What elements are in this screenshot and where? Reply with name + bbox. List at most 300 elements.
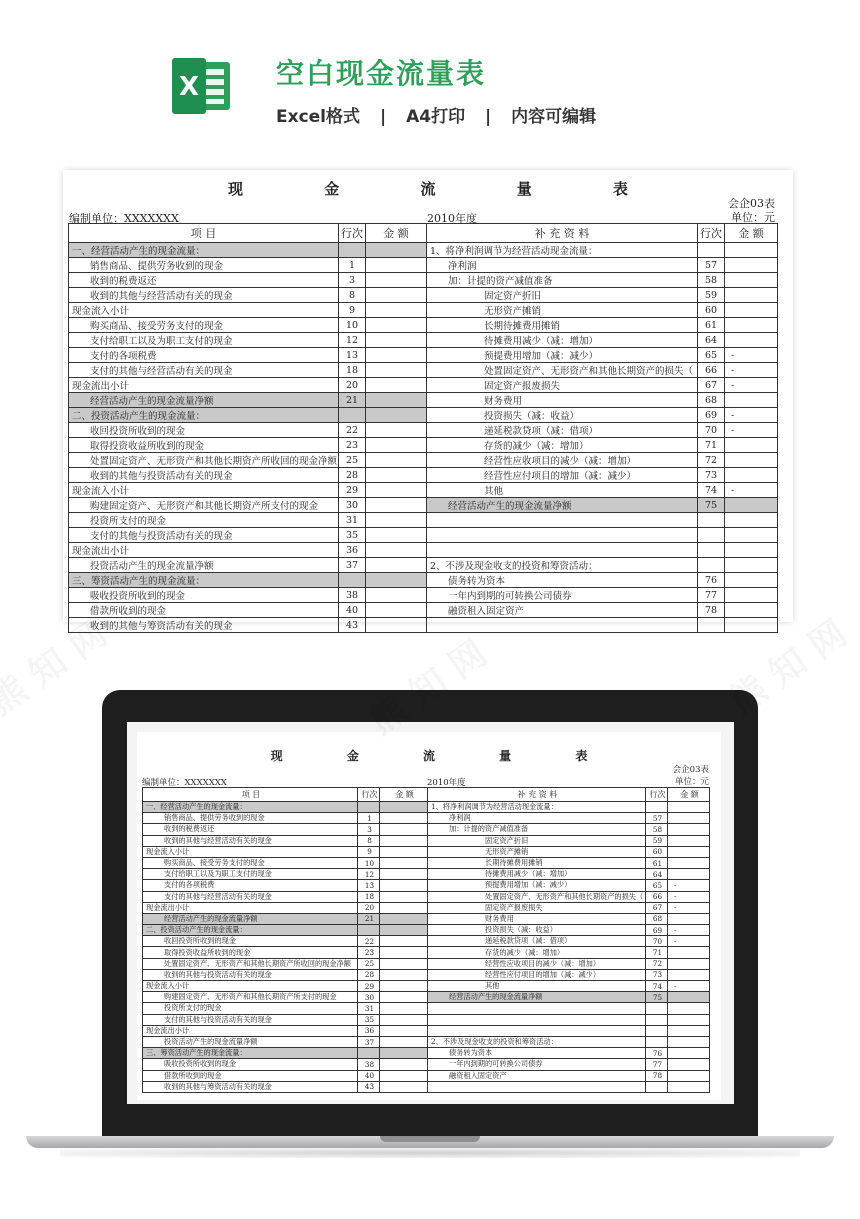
amount-cell: - (668, 925, 710, 936)
item-cell: 投资所支付的现金 (69, 513, 339, 528)
table-row (143, 1059, 710, 1070)
line-number-cell: 40 (339, 603, 366, 618)
cash-flow-table (142, 787, 710, 1093)
item-cell: 一、经营活动产生的现金流量： (69, 243, 339, 258)
item-cell: 经营活动产生的现金流量净额 (69, 393, 339, 408)
amount-cell (668, 1036, 710, 1047)
line-number-cell (358, 802, 380, 813)
line-number-cell: 28 (339, 468, 366, 483)
amount-cell (380, 925, 428, 936)
line-number-cell: 68 (698, 393, 725, 408)
line-number-cell (339, 243, 366, 258)
supplement-item-cell: 固定资产折旧 (427, 288, 698, 303)
item-cell: 投资活动产生的现金流量净额 (69, 558, 339, 573)
supplement-item-cell: 一年内到期的可转换公司债券 (428, 1059, 646, 1070)
line-number-cell: 36 (358, 1025, 380, 1036)
amount-cell (380, 891, 428, 902)
supplement-item-cell (428, 1025, 646, 1036)
line-number-cell: 57 (698, 258, 725, 273)
supplement-item-cell: 2、不涉及现金收支的投资和筹资活动： (428, 1036, 646, 1047)
unit-label: 单位：元 (674, 777, 709, 787)
amount-cell: - (668, 880, 710, 891)
line-number-cell (698, 558, 725, 573)
supplement-item-cell: 经营性应付项目的增加（减：减少） (428, 969, 646, 980)
amount-cell (366, 558, 427, 573)
amount-cell (725, 318, 778, 333)
supplement-item-cell: 经营性应收项目的减少（减：增加） (428, 958, 646, 969)
amount-cell (380, 936, 428, 947)
table-row (143, 891, 710, 902)
amount-cell (366, 498, 427, 513)
item-cell: 购买商品、接受劳务支付的现金 (143, 857, 358, 868)
supplement-item-cell: 固定资产报废损失 (427, 378, 698, 393)
form-number: 会企03表 (728, 197, 775, 210)
supplement-item-cell: 债务转为资本 (428, 1048, 646, 1059)
supplement-item-cell: 递延税款贷项（减：借项） (427, 423, 698, 438)
amount-cell (668, 1014, 710, 1025)
line-number-cell: 31 (339, 513, 366, 528)
supplement-item-cell: 长期待摊费用摊销 (427, 318, 698, 333)
item-cell: 收到的其他与经营活动有关的现金 (69, 288, 339, 303)
line-number-cell: 76 (698, 573, 725, 588)
amount-cell (725, 303, 778, 318)
amount-cell (366, 288, 427, 303)
line-number-cell: 1 (339, 258, 366, 273)
table-row (143, 925, 710, 936)
amount-cell (366, 468, 427, 483)
supplement-item-cell: 无形资产摊销 (427, 303, 698, 318)
item-cell: 借款所收到的现金 (69, 603, 339, 618)
supplement-item-cell (427, 543, 698, 558)
line-number-cell: 72 (646, 958, 668, 969)
amount-cell (725, 453, 778, 468)
supplement-item-cell: 存货的减少（减：增加） (428, 947, 646, 958)
line-number-cell: 13 (339, 348, 366, 363)
line-number-cell: 37 (358, 1036, 380, 1047)
item-cell: 现金流出小计 (143, 902, 358, 913)
table-row (69, 543, 778, 558)
column-header-amount: 金 额 (668, 788, 710, 802)
amount-cell (668, 857, 710, 868)
line-number-cell: 35 (339, 528, 366, 543)
line-number-cell: 8 (358, 835, 380, 846)
item-cell: 投资活动产生的现金流量净额 (143, 1036, 358, 1047)
amount-cell (668, 835, 710, 846)
line-number-cell (698, 243, 725, 258)
laptop-notch (380, 1136, 480, 1142)
line-number-cell: 60 (698, 303, 725, 318)
svg-text:X: X (178, 72, 200, 102)
amount-cell (725, 288, 778, 303)
table-row (69, 573, 778, 588)
item-cell: 吸收投资所收到的现金 (143, 1059, 358, 1070)
column-header-line: 行次 (358, 788, 380, 802)
item-cell: 销售商品、提供劳务收到的现金 (143, 813, 358, 824)
amount-cell (366, 348, 427, 363)
item-cell: 三、筹资活动产生的现金流量： (143, 1048, 358, 1059)
item-cell: 现金流出小计 (143, 1025, 358, 1036)
amount-cell (366, 543, 427, 558)
line-number-cell: 25 (339, 453, 366, 468)
amount-cell (366, 393, 427, 408)
line-number-cell: 65 (646, 880, 668, 891)
column-header-amount: 金 额 (725, 224, 778, 243)
line-number-cell: 77 (698, 588, 725, 603)
amount-cell (668, 1070, 710, 1081)
table-row (69, 363, 778, 378)
amount-cell (668, 947, 710, 958)
line-number-cell: 1 (358, 813, 380, 824)
amount-cell (380, 1070, 428, 1081)
amount-cell (380, 869, 428, 880)
item-cell: 收到的税费返还 (143, 824, 358, 835)
amount-cell (668, 824, 710, 835)
amount-cell: - (725, 483, 778, 498)
line-number-cell: 12 (339, 333, 366, 348)
line-number-cell: 77 (646, 1059, 668, 1070)
line-number-cell: 9 (358, 846, 380, 857)
item-cell: 二、投资活动产生的现金流量： (69, 408, 339, 423)
line-number-cell: 20 (358, 902, 380, 913)
line-number-cell: 70 (698, 423, 725, 438)
item-cell: 吸收投资所收到的现金 (69, 588, 339, 603)
table-row (143, 947, 710, 958)
form-number: 会企03表 (672, 765, 709, 775)
line-number-cell: 73 (646, 969, 668, 980)
item-cell: 投资所支付的现金 (143, 1003, 358, 1014)
amount-cell (366, 513, 427, 528)
item-cell: 支付的其他与投资活动有关的现金 (69, 528, 339, 543)
laptop-screen (127, 722, 734, 1104)
supplement-item-cell: 预提费用增加（减：减少） (428, 880, 646, 891)
item-cell: 现金流出小计 (69, 543, 339, 558)
amount-cell (380, 802, 428, 813)
amount-cell (725, 258, 778, 273)
column-header-supplement: 补 充 资 料 (427, 224, 698, 243)
amount-cell (668, 1003, 710, 1014)
column-header-item: 项 目 (69, 224, 339, 243)
table-row (69, 318, 778, 333)
supplement-item-cell (428, 1081, 646, 1092)
amount-cell (725, 543, 778, 558)
amount-cell (380, 880, 428, 891)
item-cell: 取得投资收益所收到的现金 (69, 438, 339, 453)
item-cell: 支付的各项税费 (69, 348, 339, 363)
amount-cell (380, 824, 428, 835)
amount-cell (668, 802, 710, 813)
line-number-cell: 10 (339, 318, 366, 333)
item-cell: 购建固定资产、无形资产和其他长期资产所支付的现金 (69, 498, 339, 513)
line-number-cell: 59 (698, 288, 725, 303)
amount-cell (366, 588, 427, 603)
line-number-cell: 58 (698, 273, 725, 288)
year-label: 2010年度 (427, 212, 477, 225)
amount-cell (725, 558, 778, 573)
line-number-cell: 69 (646, 925, 668, 936)
amount-cell (668, 813, 710, 824)
item-cell: 收回投资所收到的现金 (69, 423, 339, 438)
line-number-cell: 9 (339, 303, 366, 318)
amount-cell (380, 835, 428, 846)
line-number-cell: 3 (339, 273, 366, 288)
table-row (69, 603, 778, 618)
supplement-item-cell: 长期待摊费用摊销 (428, 857, 646, 868)
amount-cell (380, 846, 428, 857)
line-number-cell (698, 528, 725, 543)
amount-cell (380, 813, 428, 824)
column-header-amount: 金 额 (366, 224, 427, 243)
line-number-cell: 30 (358, 992, 380, 1003)
line-number-cell (646, 1036, 668, 1047)
amount-cell (366, 333, 427, 348)
item-cell: 收回投资所收到的现金 (143, 936, 358, 947)
supplement-item-cell: 经营活动产生的现金流量净额 (427, 498, 698, 513)
table-row (143, 857, 710, 868)
watermark (0, 606, 116, 724)
line-number-cell: 22 (358, 936, 380, 947)
amount-cell: - (725, 423, 778, 438)
table-row (69, 348, 778, 363)
amount-cell (366, 243, 427, 258)
amount-cell (668, 869, 710, 880)
line-number-cell: 35 (358, 1014, 380, 1025)
supplement-item-cell: 净利润 (427, 258, 698, 273)
supplement-item-cell: 1、将净利润调节为经营活动现金流量： (427, 243, 698, 258)
amount-cell (380, 1025, 428, 1036)
amount-cell (725, 393, 778, 408)
subtitle-format: Excel格式 (276, 107, 361, 127)
line-number-cell: 22 (339, 423, 366, 438)
item-cell: 二、投资活动产生的现金流量： (143, 925, 358, 936)
amount-cell: - (668, 891, 710, 902)
line-number-cell: 12 (358, 869, 380, 880)
table-row (69, 243, 778, 258)
line-number-cell: 78 (698, 603, 725, 618)
separator: | (379, 107, 387, 127)
item-cell: 借款所收到的现金 (143, 1070, 358, 1081)
supplement-item-cell: 预提费用增加（减：减少） (427, 348, 698, 363)
supplement-item-cell: 递延税款贷项（减：借项） (428, 936, 646, 947)
amount-cell (380, 857, 428, 868)
line-number-cell: 61 (646, 857, 668, 868)
line-number-cell: 67 (646, 902, 668, 913)
supplement-item-cell: 财务费用 (427, 393, 698, 408)
amount-cell (380, 958, 428, 969)
amount-cell: - (668, 981, 710, 992)
line-number-cell (698, 513, 725, 528)
amount-cell (380, 947, 428, 958)
line-number-cell: 30 (339, 498, 366, 513)
amount-cell (725, 273, 778, 288)
amount-cell (380, 913, 428, 924)
table-row (143, 936, 710, 947)
amount-cell (380, 1014, 428, 1025)
table-row (143, 1014, 710, 1025)
table-row (69, 618, 778, 633)
column-header-line: 行次 (698, 224, 725, 243)
line-number-cell: 74 (646, 981, 668, 992)
line-number-cell (358, 1048, 380, 1059)
line-number-cell (646, 1025, 668, 1036)
line-number-cell: 65 (698, 348, 725, 363)
supplement-item-cell (428, 1014, 646, 1025)
line-number-cell: 23 (339, 438, 366, 453)
amount-cell (725, 588, 778, 603)
table-header-row (143, 788, 710, 802)
supplement-item-cell: 经营性应付项目的增加（减：减少） (427, 468, 698, 483)
amount-cell (366, 453, 427, 468)
supplement-item-cell: 融资租入固定资产 (428, 1070, 646, 1081)
item-cell: 处置固定资产、无形资产和其他长期资产所收回的现金净额 (143, 958, 358, 969)
line-number-cell: 64 (646, 869, 668, 880)
supplement-item-cell (427, 513, 698, 528)
table-row (143, 880, 710, 891)
item-cell: 现金流入小计 (69, 303, 339, 318)
column-header-item: 项 目 (143, 788, 358, 802)
item-cell: 现金流入小计 (143, 846, 358, 857)
line-number-cell (698, 618, 725, 633)
line-number-cell: 43 (358, 1081, 380, 1092)
line-number-cell: 78 (646, 1070, 668, 1081)
amount-cell (380, 1048, 428, 1059)
item-cell: 收到的税费返还 (69, 273, 339, 288)
amount-cell: - (725, 348, 778, 363)
table-row (143, 835, 710, 846)
supplement-item-cell: 加：计提的资产减值准备 (427, 273, 698, 288)
item-cell: 销售商品、提供劳务收到的现金 (69, 258, 339, 273)
supplement-item-cell: 其他 (428, 981, 646, 992)
table-row (69, 528, 778, 543)
supplement-item-cell: 待摊费用减少（减：增加） (427, 333, 698, 348)
item-cell: 取得投资收益所收到的现金 (143, 947, 358, 958)
sheet-preview-small (137, 732, 721, 1100)
amount-cell (725, 498, 778, 513)
column-header-supplement: 补 充 资 料 (428, 788, 646, 802)
table-row (143, 1081, 710, 1092)
subtitle-editable: 内容可编辑 (511, 107, 597, 127)
amount-cell (380, 1081, 428, 1092)
line-number-cell: 29 (339, 483, 366, 498)
line-number-cell: 58 (646, 824, 668, 835)
sheet-title: 现 金 流 量 表 (228, 180, 666, 198)
table-row (69, 288, 778, 303)
supplement-item-cell: 待摊费用减少（减：增加） (428, 869, 646, 880)
table-row (69, 333, 778, 348)
amount-cell (366, 408, 427, 423)
table-row (69, 558, 778, 573)
table-row (69, 273, 778, 288)
table-row (143, 813, 710, 824)
table-header-row (69, 224, 778, 243)
line-number-cell: 38 (339, 588, 366, 603)
amount-cell (366, 318, 427, 333)
line-number-cell: 59 (646, 835, 668, 846)
amount-cell (366, 258, 427, 273)
table-row (69, 378, 778, 393)
line-number-cell: 66 (698, 363, 725, 378)
page-title: 空白现金流量表 (276, 57, 487, 90)
amount-cell (366, 378, 427, 393)
amount-cell (668, 1081, 710, 1092)
column-header-amount: 金 额 (380, 788, 428, 802)
table-row (143, 1070, 710, 1081)
table-row (69, 258, 778, 273)
amount-cell (366, 303, 427, 318)
line-number-cell: 74 (698, 483, 725, 498)
supplement-item-cell: 处置固定资产、无形资产和其他长期资产的损失（ (427, 363, 698, 378)
line-number-cell: 18 (358, 891, 380, 902)
line-number-cell: 75 (646, 992, 668, 1003)
amount-cell: - (668, 936, 710, 947)
amount-cell (366, 528, 427, 543)
line-number-cell (646, 802, 668, 813)
supplement-item-cell: 投资损失（减：收益） (427, 408, 698, 423)
line-number-cell: 18 (339, 363, 366, 378)
table-row (69, 423, 778, 438)
amount-cell (725, 573, 778, 588)
table-row (69, 453, 778, 468)
column-header-line: 行次 (646, 788, 668, 802)
table-row (143, 1025, 710, 1036)
subtitle-print: A4打印 (406, 107, 466, 127)
supplement-item-cell: 投资损失（减：收益） (428, 925, 646, 936)
separator: | (485, 107, 492, 127)
item-cell: 支付的其他与经营活动有关的现金 (69, 363, 339, 378)
table-row (143, 1048, 710, 1059)
supplement-item-cell: 2、不涉及现金收支的投资和筹资活动： (427, 558, 698, 573)
item-cell: 支付给职工以及为职工支付的现金 (143, 869, 358, 880)
table-row (143, 958, 710, 969)
supplement-item-cell: 一年内到期的可转换公司债券 (427, 588, 698, 603)
item-cell: 收到的其他与筹资活动有关的现金 (143, 1081, 358, 1092)
table-row (69, 513, 778, 528)
amount-cell (725, 333, 778, 348)
amount-cell (366, 618, 427, 633)
supplement-item-cell: 1、将净利润调节为经营活动现金流量： (428, 802, 646, 813)
amount-cell: - (725, 363, 778, 378)
amount-cell (725, 243, 778, 258)
item-cell: 支付的其他与投资活动有关的现金 (143, 1014, 358, 1025)
supplement-item-cell (428, 1003, 646, 1014)
line-number-cell: 20 (339, 378, 366, 393)
unit-label: 单位：元 (731, 211, 775, 224)
amount-cell (668, 846, 710, 857)
table-row (143, 824, 710, 835)
amount-cell (725, 513, 778, 528)
item-cell: 支付的各项税费 (143, 880, 358, 891)
item-cell: 收到的其他与筹资活动有关的现金 (69, 618, 339, 633)
item-cell: 一、经营活动产生的现金流量： (143, 802, 358, 813)
amount-cell (668, 913, 710, 924)
supplement-item-cell: 加：计提的资产减值准备 (428, 824, 646, 835)
item-cell: 购建固定资产、无形资产和其他长期资产所支付的现金 (143, 992, 358, 1003)
year-label: 2010年度 (427, 778, 466, 788)
line-number-cell: 66 (646, 891, 668, 902)
sheet-title: 现 金 流 量 表 (270, 749, 618, 763)
amount-cell (380, 992, 428, 1003)
amount-cell (366, 423, 427, 438)
amount-cell (725, 468, 778, 483)
line-number-cell: 68 (646, 913, 668, 924)
line-number-cell: 75 (698, 498, 725, 513)
amount-cell (366, 438, 427, 453)
item-cell: 支付给职工以及为职工支付的现金 (69, 333, 339, 348)
line-number-cell: 28 (358, 969, 380, 980)
line-number-cell: 43 (339, 618, 366, 633)
amount-cell: - (668, 902, 710, 913)
subtitle (276, 102, 596, 127)
amount-cell (380, 1003, 428, 1014)
